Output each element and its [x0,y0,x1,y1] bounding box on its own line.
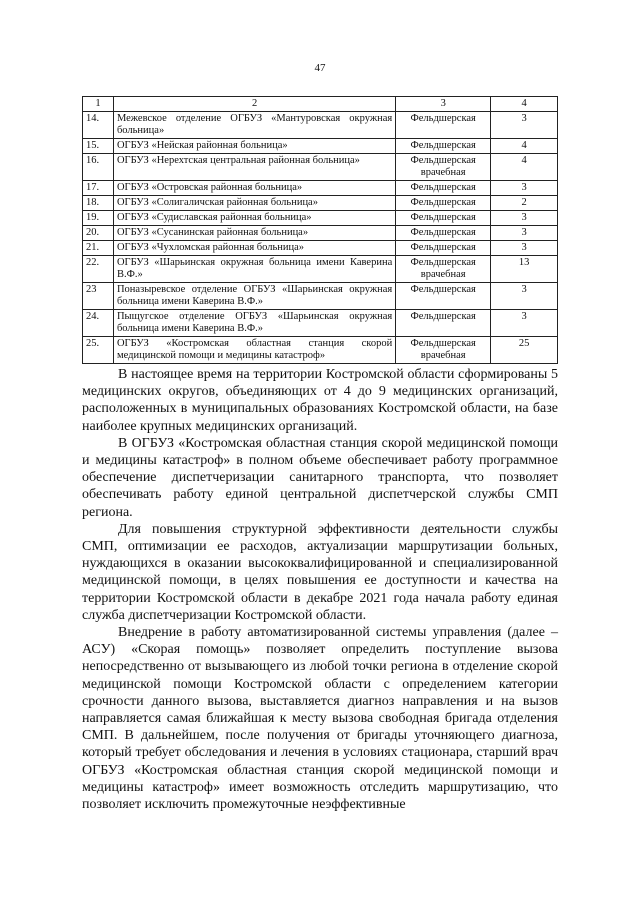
row-station-type: Фельдшерская врачебная [396,256,491,283]
row-station-type: Фельдшерская [396,139,491,154]
row-organization: ОГБУЗ «Костромская областная станция скорой медицинской помощи и медицины катастроф» [113,337,395,364]
row-organization: ОГБУЗ «Островская районная больница» [113,181,395,196]
header-cell: 1 [83,97,114,112]
row-count: 4 [491,139,558,154]
row-organization: Поназыревское отделение ОГБУЗ «Шарьинская окружная больница имени Каверина В.Ф.» [113,283,395,310]
table-row [83,256,558,283]
row-station-type: Фельдшерская [396,211,491,226]
row-organization: ОГБУЗ «Шарьинская окружная больница имени Каверина В.Ф.» [113,256,395,283]
table-header-row [83,97,558,112]
row-station-type: Фельдшерская врачебная [396,337,491,364]
ambulance-stations-table [82,96,558,364]
row-count: 3 [491,211,558,226]
row-number: 24. [83,310,114,337]
row-number: 14. [83,112,114,139]
table-row [83,196,558,211]
row-organization: ОГБУЗ «Солигаличская районная больница» [113,196,395,211]
row-count: 3 [491,181,558,196]
row-count: 3 [491,112,558,139]
table-row [83,112,558,139]
row-number: 22. [83,256,114,283]
row-station-type: Фельдшерская [396,196,491,211]
table-row [83,337,558,364]
paragraph: Для повышения структурной эффективности деятельности службы СМП, оптимизации ее расходов, актуализации маршрутизации больных, нуждающихся в оказании высококвалифицированной и специализированной медицинской помощи, в целях повышения ее доступности и качества на территории Костромской области в декабре 2021 года начала работу единая служба диспетчеризации Костромской области. [82,521,558,623]
table-row [83,310,558,337]
row-number: 18. [83,196,114,211]
body-text [82,366,558,813]
row-count: 3 [491,283,558,310]
table-row [83,139,558,154]
header-cell: 2 [113,97,395,112]
row-station-type: Фельдшерская [396,226,491,241]
row-number: 19. [83,211,114,226]
row-count: 13 [491,256,558,283]
row-organization: ОГБУЗ «Судиславская районная больница» [113,211,395,226]
row-organization: ОГБУЗ «Нейская районная больница» [113,139,395,154]
row-station-type: Фельдшерская [396,283,491,310]
table-row [83,226,558,241]
table-row [83,181,558,196]
row-count: 3 [491,226,558,241]
row-organization: ОГБУЗ «Сусанинская районная больница» [113,226,395,241]
row-station-type: Фельдшерская [396,241,491,256]
table-row [83,211,558,226]
row-count: 3 [491,310,558,337]
row-organization: ОГБУЗ «Чухломская районная больница» [113,241,395,256]
paragraph: В ОГБУЗ «Костромская областная станция скорой медицинской помощи и медицины катастроф» в полном объеме обеспечивает работу программное обеспечение диспетчеризации санитарного транспорта, что позволяет обеспечивать работу единой центральной диспетчерской службы СМП региона. [82,435,558,520]
paragraph: В настоящее время на территории Костромской области сформированы 5 медицинских округов, объединяющих от 4 до 9 медицинских организаций, расположенных в муниципальных образованиях Костромской области, на базе наиболее крупных медицинских организаций. [82,367,558,434]
row-organization: Межевское отделение ОГБУЗ «Мантуровская окружная больница» [113,112,395,139]
row-number: 17. [83,181,114,196]
row-number: 20. [83,226,114,241]
row-station-type: Фельдшерская [396,310,491,337]
row-station-type: Фельдшерская [396,181,491,196]
page-number: 47 [314,62,326,74]
row-organization: Пыщугское отделение ОГБУЗ «Шарьинская окружная больница имени Каверина В.Ф.» [113,310,395,337]
row-count: 2 [491,196,558,211]
row-count: 3 [491,241,558,256]
row-number: 16. [83,154,114,181]
table-row [83,154,558,181]
table-row [83,241,558,256]
row-count: 25 [491,337,558,364]
row-number: 15. [83,139,114,154]
paragraph: Внедрение в работу автоматизированной системы управления (далее – АСУ) «Скорая помощь» позволяет определить поступление вызова непосредственно от вызывающего из любой точки региона в отделение скорой медицинской помощи Костромской области с определением категории срочности данного вызова, выставляется диагноз направления и на вызов направляется самая ближайшая к месту вызова свободная бригада отделения СМП. В дальнейшем, после получения от бригады уточняющего диагноза, который требует обследования и лечения в условиях стационара, старший врач ОГБУЗ «Костромская областная станция скорой медицинской помощи и медицины катастроф» имеет возможность отследить маршрутизацию, что позволяет исключить промежуточные неэффективные [82,625,558,813]
header-cell: 3 [396,97,491,112]
row-station-type: Фельдшерская [396,112,491,139]
row-number: 25. [83,337,114,364]
row-station-type: Фельдшерская врачебная [396,154,491,181]
row-number: 23 [83,283,114,310]
table-row [83,283,558,310]
row-number: 21. [83,241,114,256]
row-count: 4 [491,154,558,181]
header-cell: 4 [491,97,558,112]
row-organization: ОГБУЗ «Нерехтская центральная районная больница» [113,154,395,181]
